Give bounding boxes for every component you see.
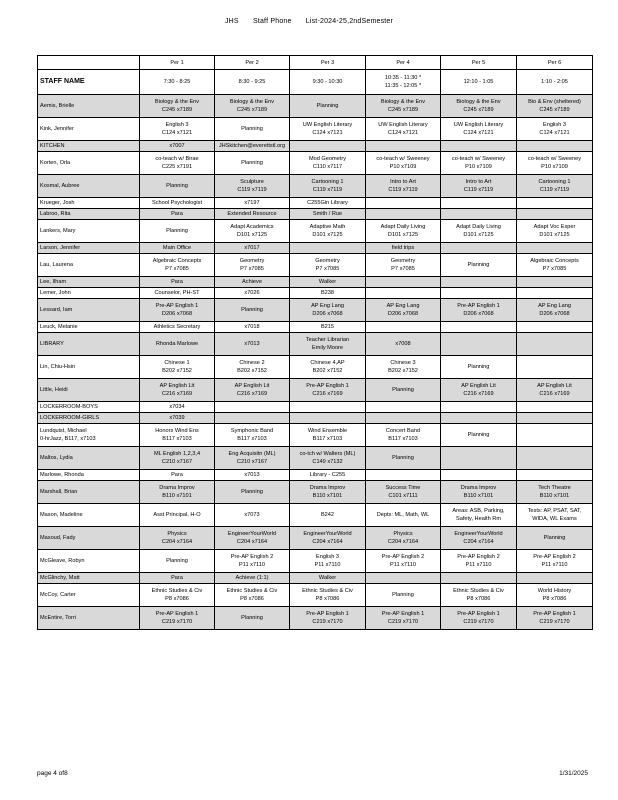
staff-row bbox=[38, 573, 593, 584]
schedule-cell: Para bbox=[140, 573, 215, 584]
schedule-cell: EngineerYourWorld C204 x7164 bbox=[441, 527, 517, 550]
schedule-cell: x7026 bbox=[215, 288, 290, 299]
schedule-cell bbox=[517, 243, 593, 254]
staff-row bbox=[38, 333, 593, 356]
schedule-cell: English 3 C124 x7121 bbox=[140, 118, 215, 141]
schedule-cell: Honors Wind Ens B117 x7103 bbox=[140, 424, 215, 447]
schedule-cell: Biology & the Env C245 x7189 bbox=[441, 95, 517, 118]
schedule-cell: Smith / Rue bbox=[290, 209, 366, 220]
schedule-cell: Chinese 1 B202 x7152 bbox=[140, 356, 215, 379]
schedule-cell: Planning bbox=[215, 299, 290, 322]
doc-subtitle: List-2024-25,2ndSemester bbox=[305, 18, 394, 25]
schedule-cell: Pre-AP English 1 C219 x7170 bbox=[517, 607, 593, 630]
schedule-cell bbox=[517, 447, 593, 470]
schedule-cell: Library - C255 bbox=[290, 470, 366, 481]
schedule-cell: Main Office bbox=[140, 243, 215, 254]
schedule-cell: Para bbox=[140, 277, 215, 288]
schedule-cell: Teacher Librarian Emily Moore bbox=[290, 333, 366, 356]
schedule-cell: Planning bbox=[215, 481, 290, 504]
staff-row bbox=[38, 550, 593, 573]
schedule-cell bbox=[517, 198, 593, 209]
schedule-cell: AP Eng Lang D206 x7068 bbox=[366, 299, 441, 322]
schedule-cell bbox=[517, 470, 593, 481]
schedule-cell bbox=[366, 402, 441, 413]
schedule-cell: Intro to Art C119 x7119 bbox=[366, 175, 441, 198]
schedule-cell: Ethnic Studies & Civ P8 x7086 bbox=[215, 584, 290, 607]
period-header: Per 3 bbox=[290, 56, 366, 70]
schedule-cell bbox=[366, 141, 441, 152]
schedule-cell: x7017 bbox=[215, 243, 290, 254]
schedule-cell bbox=[441, 322, 517, 333]
schedule-cell: Chinese 3 B202 x7152 bbox=[366, 356, 441, 379]
schedule-cell: Pre-AP English 1 C216 x7169 bbox=[290, 379, 366, 402]
schedule-cell: Pre-AP English 1 C219 x7170 bbox=[140, 607, 215, 630]
schedule-cell bbox=[366, 413, 441, 424]
schedule-cell: Ethnic Studies & Civ P8 x7086 bbox=[441, 584, 517, 607]
staff-row bbox=[38, 379, 593, 402]
staff-name: Maltos, Lydia bbox=[38, 447, 140, 470]
schedule-cell bbox=[441, 209, 517, 220]
schedule-cell: C255Gin Library bbox=[290, 198, 366, 209]
staff-row bbox=[38, 220, 593, 243]
staff-name: Korten, Orla bbox=[38, 152, 140, 175]
schedule-cell: Biology & the Env C245 x7189 bbox=[140, 95, 215, 118]
period-time: 9:30 - 10:30 bbox=[290, 70, 366, 95]
page-header bbox=[0, 18, 618, 25]
schedule-cell: Planning bbox=[366, 379, 441, 402]
schedule-cell: School Psychologist bbox=[140, 198, 215, 209]
schedule-cell: Planning bbox=[215, 118, 290, 141]
schedule-cell: Adapt Daily Living D101 x7125 bbox=[366, 220, 441, 243]
schedule-cell: Chinese 2 B202 x7152 bbox=[215, 356, 290, 379]
schedule-cell bbox=[517, 402, 593, 413]
schedule-cell bbox=[517, 141, 593, 152]
schedule-cell: Eng Acquisitn (ML) C210 x7167 bbox=[215, 447, 290, 470]
schedule-cell bbox=[366, 322, 441, 333]
schedule-cell: Bio & Env (sheltered) C245 x7189 bbox=[517, 95, 593, 118]
schedule-cell: Tech Theatre B110 x7101 bbox=[517, 481, 593, 504]
time-header-row bbox=[38, 70, 593, 95]
schedule-cell: Geometry P7 x7085 bbox=[366, 254, 441, 277]
staff-name: Aemis, Brielle bbox=[38, 95, 140, 118]
schedule-cell: co-teach w/ Sweeney P10 x7109 bbox=[517, 152, 593, 175]
schedule-cell bbox=[366, 573, 441, 584]
schedule-cell bbox=[441, 288, 517, 299]
schedule-cell: Physics C204 x7164 bbox=[366, 527, 441, 550]
schedule-cell bbox=[290, 413, 366, 424]
staff-row bbox=[38, 141, 593, 152]
schedule-cell bbox=[517, 277, 593, 288]
schedule-cell: AP English Lit C216 x7169 bbox=[441, 379, 517, 402]
schedule-cell bbox=[517, 413, 593, 424]
period-header: Per 5 bbox=[441, 56, 517, 70]
schedule-cell bbox=[366, 209, 441, 220]
schedule-cell: Planning bbox=[215, 607, 290, 630]
schedule-cell: Wind Ensemble B117 x7103 bbox=[290, 424, 366, 447]
staff-row bbox=[38, 504, 593, 527]
staff-row bbox=[38, 299, 593, 322]
staff-row bbox=[38, 470, 593, 481]
schedule-cell: Mod Geometry C110 x7117 bbox=[290, 152, 366, 175]
period-time: 10:35 - 11:30 * 11:35 - 12:05 * bbox=[366, 70, 441, 95]
schedule-cell: EngineerYourWorld C204 x7164 bbox=[290, 527, 366, 550]
schedule-cell bbox=[441, 413, 517, 424]
schedule-cell bbox=[441, 402, 517, 413]
schedule-cell: co-teach w/ Birae C225 x7191 bbox=[140, 152, 215, 175]
schedule-cell: Athletics Secretary bbox=[140, 322, 215, 333]
schedule-cell bbox=[290, 243, 366, 254]
schedule-cell: Planning bbox=[366, 447, 441, 470]
staff-row bbox=[38, 277, 593, 288]
schedule-cell: Ethnic Studies & Civ P8 x7086 bbox=[140, 584, 215, 607]
schedule-cell: Cartooning 1 C119 x7119 bbox=[290, 175, 366, 198]
staff-name: Larson, Jennifer bbox=[38, 243, 140, 254]
schedule-cell bbox=[517, 424, 593, 447]
schedule-cell: x7039 bbox=[140, 413, 215, 424]
schedule-cell bbox=[441, 198, 517, 209]
staff-row bbox=[38, 198, 593, 209]
staff-name: LIBRARY bbox=[38, 333, 140, 356]
staff-name: Labroo, Rita bbox=[38, 209, 140, 220]
schedule-cell: Achieve (1:1) bbox=[215, 573, 290, 584]
period-header-row bbox=[38, 56, 593, 70]
schedule-cell bbox=[517, 333, 593, 356]
schedule-cell: Pre-AP English 1 C219 x7170 bbox=[290, 607, 366, 630]
schedule-cell: Drama Improv B110 x7101 bbox=[290, 481, 366, 504]
schedule-cell: World History P8 x7086 bbox=[517, 584, 593, 607]
schedule-cell: UW English Literary C124 x7121 bbox=[366, 118, 441, 141]
schedule-cell bbox=[366, 470, 441, 481]
schedule-cell: Rhonda Marlowe bbox=[140, 333, 215, 356]
staff-name: Krueger, Josh bbox=[38, 198, 140, 209]
staff-row bbox=[38, 95, 593, 118]
schedule-cell bbox=[441, 573, 517, 584]
schedule-cell: Ethnic Studies & Civ P8 x7086 bbox=[290, 584, 366, 607]
staff-name: Little, Heidi bbox=[38, 379, 140, 402]
staff-row bbox=[38, 356, 593, 379]
schedule-cell: Extended Resource bbox=[215, 209, 290, 220]
staff-name: Lemer, John bbox=[38, 288, 140, 299]
schedule-cell: Planning bbox=[140, 220, 215, 243]
staff-name: McGleave, Robyn bbox=[38, 550, 140, 573]
schedule-cell bbox=[366, 288, 441, 299]
schedule-cell: Areas: ASB, Parking, Safety, Health Rm bbox=[441, 504, 517, 527]
schedule-cell bbox=[441, 333, 517, 356]
staff-name: Leuck, Melanie bbox=[38, 322, 140, 333]
schedule-cell: x7013 bbox=[215, 470, 290, 481]
staff-row bbox=[38, 402, 593, 413]
schedule-cell: Planning bbox=[290, 95, 366, 118]
staff-row bbox=[38, 288, 593, 299]
schedule-cell: Planning bbox=[441, 356, 517, 379]
schedule-cell: x7073 bbox=[215, 504, 290, 527]
schedule-cell: Physics C204 x7164 bbox=[140, 527, 215, 550]
schedule-cell: English 3 P11 x7110 bbox=[290, 550, 366, 573]
staff-row bbox=[38, 481, 593, 504]
page-number: page 4 of8 bbox=[37, 770, 68, 777]
staff-name: LOCKERROOM-GIRLS bbox=[38, 413, 140, 424]
schedule-cell: Achieve bbox=[215, 277, 290, 288]
staff-row bbox=[38, 175, 593, 198]
schedule-cell: Pre-AP English 2 P11 x7110 bbox=[366, 550, 441, 573]
schedule-cell: Planning bbox=[441, 254, 517, 277]
schedule-cell bbox=[441, 470, 517, 481]
staff-name: Kink, Jennifer bbox=[38, 118, 140, 141]
schedule-cell: Geometry P7 x7085 bbox=[290, 254, 366, 277]
school-code: JHS bbox=[224, 18, 239, 25]
staff-name: KITCHEN bbox=[38, 141, 140, 152]
schedule-cell: Intro to Art C119 x7119 bbox=[441, 175, 517, 198]
schedule-cell: Pre-AP English 1 C219 x7170 bbox=[366, 607, 441, 630]
schedule-cell bbox=[441, 141, 517, 152]
staff-name: Masoud, Fady bbox=[38, 527, 140, 550]
schedule-cell: Adapt Voc Exper D101 x7125 bbox=[517, 220, 593, 243]
schedule-cell: Adapt Academics D101 x7125 bbox=[215, 220, 290, 243]
schedule-cell: UW English Literary C124 x7121 bbox=[290, 118, 366, 141]
schedule-cell: Para bbox=[140, 470, 215, 481]
schedule-cell: Sculpture C119 x7119 bbox=[215, 175, 290, 198]
staff-row bbox=[38, 607, 593, 630]
staff-name: McGlinchy, Matt bbox=[38, 573, 140, 584]
schedule-cell: Asst Principal, H-O bbox=[140, 504, 215, 527]
staff-name: Marshall, Brian bbox=[38, 481, 140, 504]
schedule-cell: Pre-AP English 2 P11 x7110 bbox=[517, 550, 593, 573]
schedule-cell: JHSkitchen@everettstl.org bbox=[215, 141, 290, 152]
staff-name: McEntire, Torri bbox=[38, 607, 140, 630]
period-time: 12:10 - 1:05 bbox=[441, 70, 517, 95]
schedule-cell: Biology & the Env C245 x7189 bbox=[366, 95, 441, 118]
schedule-cell: Concert Band B117 x7103 bbox=[366, 424, 441, 447]
staff-name: Marlowe, Rhonda bbox=[38, 470, 140, 481]
schedule-cell: Algebraic Concepts P7 x7085 bbox=[140, 254, 215, 277]
schedule-cell: AP Eng Lang D206 x7068 bbox=[290, 299, 366, 322]
schedule-cell: Planning bbox=[517, 527, 593, 550]
blank-corner bbox=[38, 56, 140, 70]
schedule-cell bbox=[517, 356, 593, 379]
staff-name: Lee, Ilham bbox=[38, 277, 140, 288]
schedule-cell: Depts: ML, Math, WL bbox=[366, 504, 441, 527]
period-header: Per 4 bbox=[366, 56, 441, 70]
staff-name: Kosmal, Aubree bbox=[38, 175, 140, 198]
staff-name: Lin, Chiu-Hsin bbox=[38, 356, 140, 379]
schedule-cell: Drama Improv B110 x7101 bbox=[140, 481, 215, 504]
schedule-cell: field trips bbox=[366, 243, 441, 254]
schedule-cell bbox=[441, 277, 517, 288]
schedule-cell bbox=[290, 402, 366, 413]
schedule-cell: Cartooning 1 C119 x7119 bbox=[517, 175, 593, 198]
staff-name: Mason, Madeline bbox=[38, 504, 140, 527]
schedule-cell bbox=[366, 198, 441, 209]
staff-name: Lau, Laurena bbox=[38, 254, 140, 277]
schedule-cell bbox=[441, 447, 517, 470]
staff-schedule-table bbox=[37, 55, 593, 630]
staff-row bbox=[38, 152, 593, 175]
schedule-cell: Drama Improv B110 x7101 bbox=[441, 481, 517, 504]
schedule-cell: co-teach w/ Sweeney P10 x7109 bbox=[366, 152, 441, 175]
period-time: 8:30 - 9:25 bbox=[215, 70, 290, 95]
schedule-cell bbox=[366, 277, 441, 288]
schedule-cell: Adapt Daily Living D101 x7125 bbox=[441, 220, 517, 243]
schedule-cell bbox=[517, 322, 593, 333]
schedule-cell: EngineerYourWorld C204 x7164 bbox=[215, 527, 290, 550]
staff-row bbox=[38, 527, 593, 550]
schedule-cell: Tests: AP, PSAT, SAT, WIDA, WL Exams bbox=[517, 504, 593, 527]
schedule-cell: Adaptive Math D101 x7125 bbox=[290, 220, 366, 243]
footer-date: 1/31/2025 bbox=[559, 770, 588, 777]
staff-name: LOCKERROOM-BOYS bbox=[38, 402, 140, 413]
schedule-cell: Planning bbox=[140, 175, 215, 198]
schedule-cell: AP English Lit C216 x7169 bbox=[140, 379, 215, 402]
schedule-cell: Pre-AP English 1 C219 x7170 bbox=[441, 607, 517, 630]
schedule-cell: co-teach w/ Sweeney P10 x7109 bbox=[441, 152, 517, 175]
schedule-cell: x7013 bbox=[215, 333, 290, 356]
schedule-cell: English 3 C124 x7121 bbox=[517, 118, 593, 141]
schedule-cell: UW English Literary C124 x7121 bbox=[441, 118, 517, 141]
staff-row bbox=[38, 584, 593, 607]
staff-row bbox=[38, 424, 593, 447]
schedule-cell: Chinese 4,AP B202 x7152 bbox=[290, 356, 366, 379]
staff-name: Lundquist, Michael 0-hrJazz, B117, x7103 bbox=[38, 424, 140, 447]
staff-row bbox=[38, 118, 593, 141]
schedule-cell: co-tch w/ Walters (ML) C149 x7132 bbox=[290, 447, 366, 470]
schedule-cell: Biology & the Env C245 x7189 bbox=[215, 95, 290, 118]
schedule-cell bbox=[517, 288, 593, 299]
schedule-cell bbox=[215, 413, 290, 424]
schedule-cell: x7008 bbox=[366, 333, 441, 356]
schedule-cell: Planning bbox=[215, 152, 290, 175]
schedule-cell: Pre-AP English 2 P11 x7110 bbox=[215, 550, 290, 573]
schedule-cell: AP English Lit C216 x7169 bbox=[517, 379, 593, 402]
staff-row bbox=[38, 413, 593, 424]
schedule-cell: Planning bbox=[366, 584, 441, 607]
schedule-cell bbox=[290, 141, 366, 152]
schedule-cell: Para bbox=[140, 209, 215, 220]
schedule-cell: Pre-AP English 1 D206 x7068 bbox=[441, 299, 517, 322]
schedule-cell: Symphonic Band B117 x7103 bbox=[215, 424, 290, 447]
staff-name-header: STAFF NAME bbox=[38, 70, 140, 95]
schedule-cell: B242 bbox=[290, 504, 366, 527]
period-header: Per 2 bbox=[215, 56, 290, 70]
schedule-cell: Walker bbox=[290, 277, 366, 288]
schedule-cell: x7197 bbox=[215, 198, 290, 209]
period-header: Per 1 bbox=[140, 56, 215, 70]
schedule-cell bbox=[215, 402, 290, 413]
staff-row bbox=[38, 243, 593, 254]
schedule-cell bbox=[517, 573, 593, 584]
staff-name: Lankers, Mary bbox=[38, 220, 140, 243]
staff-row bbox=[38, 254, 593, 277]
schedule-cell: B238 bbox=[290, 288, 366, 299]
schedule-cell: Pre-AP English 1 D206 x7068 bbox=[140, 299, 215, 322]
staff-row bbox=[38, 447, 593, 470]
period-time: 1:10 - 2:05 bbox=[517, 70, 593, 95]
period-header: Per 6 bbox=[517, 56, 593, 70]
staff-row bbox=[38, 322, 593, 333]
doc-title: Staff Phone bbox=[252, 18, 292, 25]
schedule-cell: Geometry P7 x7085 bbox=[215, 254, 290, 277]
schedule-cell: ML English 1,2,3,4 C210 x7167 bbox=[140, 447, 215, 470]
schedule-cell: Walker bbox=[290, 573, 366, 584]
schedule-cell: Planning bbox=[441, 424, 517, 447]
schedule-cell: x7018 bbox=[215, 322, 290, 333]
schedule-cell: B215 bbox=[290, 322, 366, 333]
period-time: 7:30 - 8:25 bbox=[140, 70, 215, 95]
schedule-body bbox=[38, 95, 593, 630]
staff-name: Lessard, Iam bbox=[38, 299, 140, 322]
schedule-cell bbox=[441, 243, 517, 254]
schedule-cell: Planning bbox=[140, 550, 215, 573]
schedule-cell: AP Eng Lang D206 x7068 bbox=[517, 299, 593, 322]
schedule-cell: Success Time C101 x7111 bbox=[366, 481, 441, 504]
schedule-cell: x7007 bbox=[140, 141, 215, 152]
schedule-cell: Pre-AP English 2 P11 x7110 bbox=[441, 550, 517, 573]
schedule-cell: Counselor, PH-ST bbox=[140, 288, 215, 299]
staff-name: McCoy, Carter bbox=[38, 584, 140, 607]
schedule-cell: AP English Lit C216 x7169 bbox=[215, 379, 290, 402]
staff-row bbox=[38, 209, 593, 220]
schedule-cell: Algebraic Concepts P7 x7085 bbox=[517, 254, 593, 277]
schedule-cell: x7034 bbox=[140, 402, 215, 413]
schedule-cell bbox=[517, 209, 593, 220]
